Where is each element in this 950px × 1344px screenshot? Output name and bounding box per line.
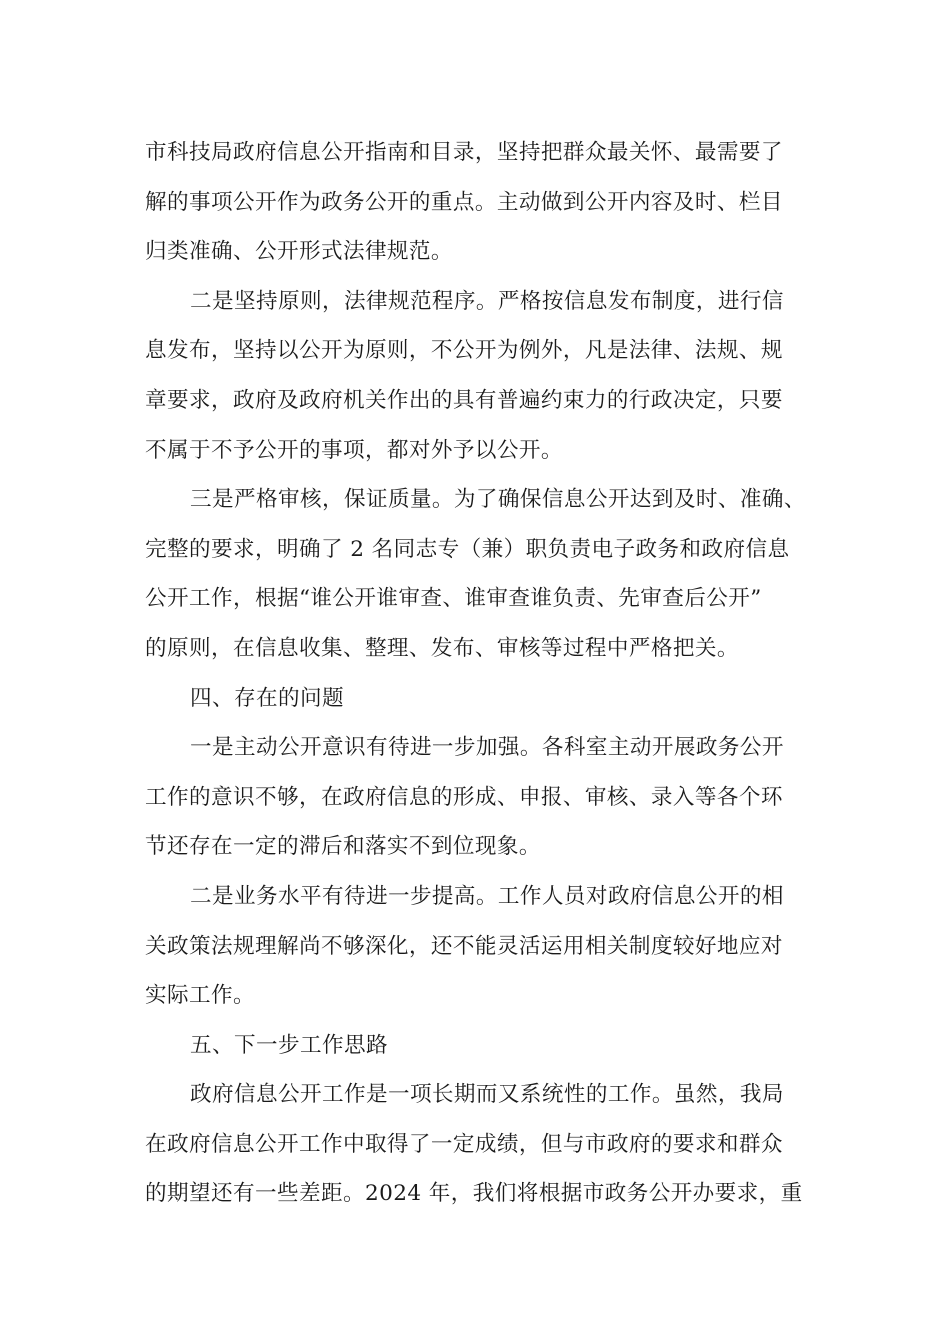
text-line: 的原则，在信息收集、整理、发布、审核等过程中严格把关。 xyxy=(145,635,739,661)
text-line: 在政府信息公开工作中取得了一定成绩，但与市政府的要求和群众 xyxy=(145,1131,783,1157)
text-line: 三是严格审核，保证质量。为了确保信息公开达到及时、准确、 xyxy=(190,487,806,513)
text-line: 一是主动公开意识有待进一步加强。各科室主动开展政务公开 xyxy=(190,735,784,761)
text-line: 公开工作，根据“谁公开谁审查、谁审查谁负责、先审查后公开” xyxy=(145,586,762,612)
text-line: 解的事项公开作为政务公开的重点。主动做到公开内容及时、栏目 xyxy=(145,189,783,215)
text-line: 关政策法规理解尚不够深化，还不能灵活运用相关制度较好地应对 xyxy=(145,933,783,959)
text-line: 息发布，坚持以公开为原则，不公开为例外，凡是法律、法规、规 xyxy=(145,338,783,364)
text-line: 的期望还有一些差距。2024 年，我们将根据市政务公开办要求，重 xyxy=(145,1181,803,1207)
text-line: 市科技局政府信息公开指南和目录，坚持把群众最关怀、最需要了 xyxy=(145,140,783,165)
text-line: 章要求，政府及政府机关作出的具有普遍约束力的行政决定，只要 xyxy=(145,387,783,413)
text-line: 工作的意识不够，在政府信息的形成、申报、审核、录入等各个环 xyxy=(145,784,783,810)
text-line: 二是坚持原则，法律规范程序。严格按信息发布制度，进行信 xyxy=(190,288,784,314)
text-line: 实际工作。 xyxy=(145,983,255,1009)
text-line: 节还存在一定的滞后和落实不到位现象。 xyxy=(145,834,541,860)
text-line: 归类准确、公开形式法律规范。 xyxy=(145,239,453,265)
text-line: 不属于不予公开的事项，都对外予以公开。 xyxy=(145,437,563,463)
text-line: 完整的要求，明确了 2 名同志专（兼）职负责电子政务和政府信息 xyxy=(145,536,790,562)
document-body xyxy=(145,128,809,1219)
section-heading: 五、下一步工作思路 xyxy=(190,1032,388,1058)
section-heading: 四、存在的问题 xyxy=(190,685,344,711)
text-line: 二是业务水平有待进一步提高。工作人员对政府信息公开的相 xyxy=(190,883,784,909)
text-line: 政府信息公开工作是一项长期而又系统性的工作。虽然，我局 xyxy=(190,1082,784,1108)
